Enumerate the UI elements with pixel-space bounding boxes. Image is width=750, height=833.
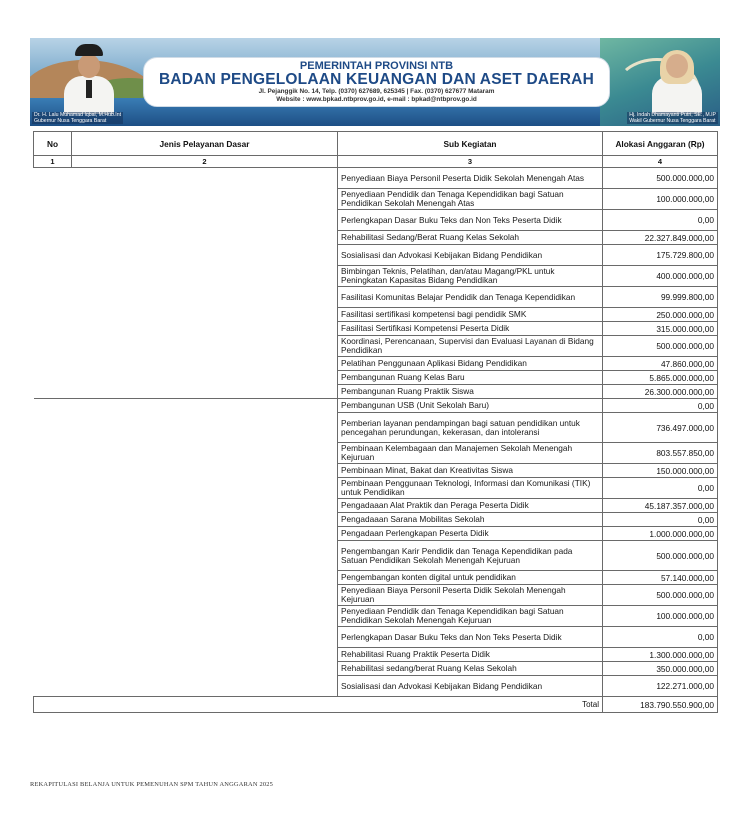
alokasi-cell: 736.497.000,00 [603, 413, 718, 443]
sub-kegiatan-cell: Pembangunan Ruang Praktik Siswa [338, 385, 603, 399]
vice-governor-portrait [646, 44, 708, 114]
alokasi-cell: 500.000.000,00 [603, 585, 718, 606]
sub-kegiatan-cell: Perlengkapan Dasar Buku Teks dan Non Teks Peserta Didik [338, 210, 603, 231]
column-number: 4 [603, 156, 718, 168]
sub-kegiatan-cell: Pembinaan Kelembagaan dan Manajemen Sekolah Menengah Kejuruan [338, 443, 603, 464]
alokasi-cell: 350.000.000,00 [603, 662, 718, 676]
sub-kegiatan-cell: Rehabilitasi Sedang/Berat Ruang Kelas Sekolah [338, 231, 603, 245]
alokasi-cell: 0,00 [603, 513, 718, 527]
table-row [34, 168, 718, 189]
alokasi-cell: 26.300.000.000,00 [603, 385, 718, 399]
document-footnote: REKAPITULASI BELANJA UNTUK PEMENUHAN SPM TAHUN ANGGARAN 2025 [30, 781, 274, 788]
sub-kegiatan-cell: Rehabilitasi Ruang Praktik Peserta Didik [338, 648, 603, 662]
sub-kegiatan-cell: Fasilitasi Komunitas Belajar Pendidik dan Tenaga Kependidikan [338, 287, 603, 308]
sub-kegiatan-cell: Pengadaaan Sarana Mobilitas Sekolah [338, 513, 603, 527]
total-row [34, 697, 718, 713]
header-sub-kegiatan: Sub Kegiatan [338, 132, 603, 156]
governor-caption [32, 112, 123, 124]
column-number-row [34, 156, 718, 168]
letterhead-title-box [143, 57, 610, 107]
alokasi-cell: 47.860.000,00 [603, 357, 718, 371]
alokasi-cell: 99.999.800,00 [603, 287, 718, 308]
table-header-row [34, 132, 718, 156]
sub-kegiatan-cell: Pelatihan Penggunaan Aplikasi Bidang Pendidikan [338, 357, 603, 371]
government-title: PEMERINTAH PROVINSI NTB [299, 60, 454, 72]
alokasi-cell: 500.000.000,00 [603, 541, 718, 571]
agency-address: Jl. Pejanggik No. 14, Telp. (0370) 627689, 625345 | Fax. (0370) 627677 Mataram [258, 88, 495, 95]
header-jenis-pelayanan: Jenis Pelayanan Dasar [72, 132, 338, 156]
budget-table [33, 131, 718, 713]
sub-kegiatan-cell: Penyediaan Pendidik dan Tenaga Kependidikan bagi Satuan Pendidikan Sekolah Menengah Atas [338, 189, 603, 210]
alokasi-cell: 45.187.357.000,00 [603, 499, 718, 513]
sub-kegiatan-cell: Rehabilitasi sedang/berat Ruang Kelas Sekolah [338, 662, 603, 676]
table-row [34, 399, 718, 413]
sub-kegiatan-cell: Penyediaan Pendidik dan Tenaga Kependidikan bagi Satuan Pendidikan Sekolah Menengah Kejuruan [338, 606, 603, 627]
alokasi-cell: 250.000.000,00 [603, 308, 718, 322]
vice-governor-name: Hj. Indah Dhamayanti Putri, SE., M.IP [629, 112, 716, 118]
sub-kegiatan-cell: Perlengkapan Dasar Buku Teks dan Non Teks Peserta Didik [338, 627, 603, 648]
sub-kegiatan-cell: Pengadaan Perlengkapan Peserta Didik [338, 527, 603, 541]
vice-governor-caption [627, 112, 718, 124]
sub-kegiatan-cell: Pemberian layanan pendampingan bagi satuan pendidikan untuk pencegahan perundungan, kekerasan, dan intoleransi [338, 413, 603, 443]
alokasi-cell: 5.865.000.000,00 [603, 371, 718, 385]
sub-kegiatan-cell: Sosialisasi dan Advokasi Kebijakan Bidang Pendidikan [338, 676, 603, 697]
alokasi-cell: 22.327.849.000,00 [603, 231, 718, 245]
alokasi-cell: 122.271.000,00 [603, 676, 718, 697]
column-number: 1 [34, 156, 72, 168]
jenis-cell-group-1 [72, 168, 338, 399]
header-no: No [34, 132, 72, 156]
alokasi-cell: 1.300.000.000,00 [603, 648, 718, 662]
alokasi-cell: 150.000.000,00 [603, 464, 718, 478]
alokasi-cell: 500.000.000,00 [603, 168, 718, 189]
no-cell-group-2 [34, 399, 72, 697]
sub-kegiatan-cell: Koordinasi, Perencanaan, Supervisi dan Evaluasi Layanan di Bidang Pendidikan [338, 336, 603, 357]
alokasi-cell: 0,00 [603, 627, 718, 648]
sub-kegiatan-cell: Pengembangan Karir Pendidik dan Tenaga Kependidikan pada Satuan Pendidikan Sekolah Menengah Kejuruan [338, 541, 603, 571]
sub-kegiatan-cell: Sosialisasi dan Advokasi Kebijakan Bidang Pendidikan [338, 245, 603, 266]
total-label: Total [34, 697, 603, 713]
sub-kegiatan-cell: Penyediaan Biaya Personil Peserta Didik Sekolah Menengah Kejuruan [338, 585, 603, 606]
alokasi-cell: 100.000.000,00 [603, 189, 718, 210]
agency-title: BADAN PENGELOLAAN KEUANGAN DAN ASET DAERAH [159, 71, 594, 88]
sub-kegiatan-cell: Fasilitasi Sertifikasi Kompetensi Peserta Didik [338, 322, 603, 336]
governor-title: Gubernur Nusa Tenggara Barat [34, 118, 107, 124]
alokasi-cell: 803.557.850,00 [603, 443, 718, 464]
total-amount: 183.790.550.900,00 [603, 697, 718, 713]
column-number: 3 [338, 156, 603, 168]
sub-kegiatan-cell: Pembangunan Ruang Kelas Baru [338, 371, 603, 385]
sub-kegiatan-cell: Penyediaan Biaya Personil Peserta Didik Sekolah Menengah Atas [338, 168, 603, 189]
alokasi-cell: 400.000.000,00 [603, 266, 718, 287]
no-cell-group-1 [34, 168, 72, 399]
agency-website: Website : www.bpkad.ntbprov.go.id, e-mail : bpkad@ntbprov.go.id [276, 96, 477, 103]
alokasi-cell: 0,00 [603, 399, 718, 413]
alokasi-cell: 1.000.000.000,00 [603, 527, 718, 541]
sub-kegiatan-cell: Pembangunan USB (Unit Sekolah Baru) [338, 399, 603, 413]
alokasi-cell: 0,00 [603, 478, 718, 499]
vice-governor-title: Wakil Gubernur Nusa Tenggara Barat [629, 118, 716, 124]
governor-portrait [58, 44, 120, 114]
sub-kegiatan-cell: Pembinaan Minat, Bakat dan Kreativitas Siswa [338, 464, 603, 478]
alokasi-cell: 175.729.800,00 [603, 245, 718, 266]
alokasi-cell: 500.000.000,00 [603, 336, 718, 357]
header-alokasi: Alokasi Anggaran (Rp) [603, 132, 718, 156]
alokasi-cell: 315.000.000,00 [603, 322, 718, 336]
alokasi-cell: 57.140.000,00 [603, 571, 718, 585]
governor-name: Dr. H. Lalu Muhamad Iqbal, M.Hub.Int [34, 112, 122, 118]
column-number: 2 [72, 156, 338, 168]
header-banner [30, 38, 720, 126]
sub-kegiatan-cell: Pengadaaan Alat Praktik dan Peraga Peserta Didik [338, 499, 603, 513]
sub-kegiatan-cell: Bimbingan Teknis, Pelatihan, dan/atau Magang/PKL untuk Peningkatan Kapasitas Bidang Pendidikan [338, 266, 603, 287]
alokasi-cell: 100.000.000,00 [603, 606, 718, 627]
jenis-cell-group-2 [72, 399, 338, 697]
alokasi-cell: 0,00 [603, 210, 718, 231]
sub-kegiatan-cell: Pengembangan konten digital untuk pendidikan [338, 571, 603, 585]
sub-kegiatan-cell: Pembinaan Penggunaan Teknologi, Informasi dan Komunikasi (TIK) untuk Pendidikan [338, 478, 603, 499]
sub-kegiatan-cell: Fasilitasi sertifikasi kompetensi bagi pendidik SMK [338, 308, 603, 322]
